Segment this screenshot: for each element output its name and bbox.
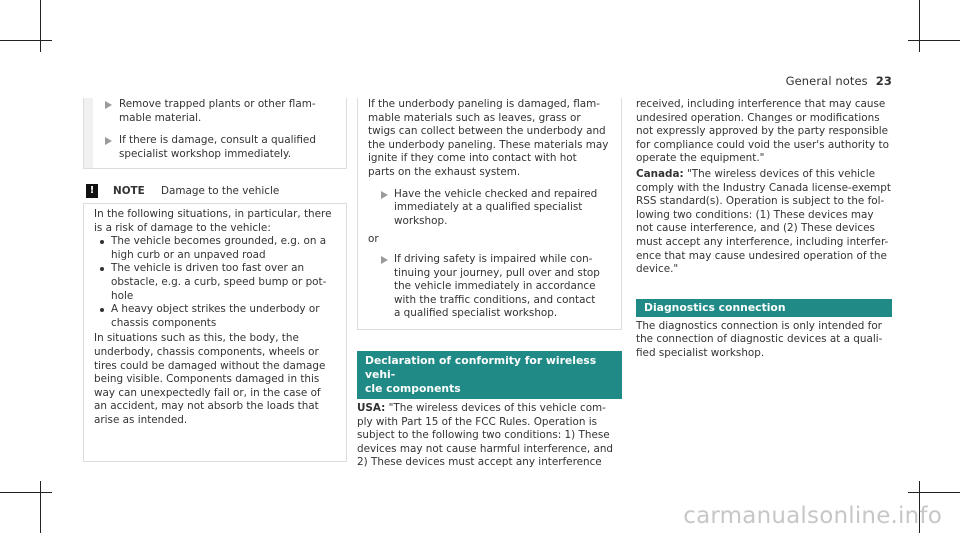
canada-label: Canada: <box>636 167 684 180</box>
arrow-icon <box>105 137 112 145</box>
arrow-icon <box>381 256 388 264</box>
note-subtitle: Damage to the vehicle <box>161 185 280 197</box>
action-step: If there is damage, consult a qualified specialist workshop immediately. <box>83 134 345 161</box>
column-1 <box>83 98 345 426</box>
note-box <box>83 181 347 462</box>
section-heading: Declaration of conformity for wireless vehi- cle components <box>357 351 622 399</box>
note-header <box>83 181 347 204</box>
section-name: General notes <box>785 74 868 88</box>
note-intro: In the following situations, in particular, there is a risk of damage to the vehicle: <box>94 208 332 234</box>
note-title: NOTE <box>113 185 145 197</box>
arrow-icon <box>105 101 112 109</box>
running-header <box>786 74 892 88</box>
list-item: A heavy object strikes the underbody or chassis components <box>94 303 346 330</box>
page-number: 23 <box>875 74 892 88</box>
action-step: Remove trapped plants or other flam- mable material. <box>83 98 345 125</box>
paragraph <box>357 402 622 470</box>
arrow-icon <box>381 191 388 199</box>
column-2 <box>357 98 622 470</box>
note-closing: In situations such as this, the body, the underbody, chassis components, wheels or tires could be damaged without the damage being visible. Components damaged in this way can unexpectedly fail or, in the case of an accident, may not absorb the loads that arise as intended. <box>94 332 326 426</box>
action-step: Have the vehicle checked and repaired immediately at a qualified specialist workshop. <box>368 188 621 229</box>
paragraph: received, including interference that may cause undesired operation. Changes or modifications not expressly approved by the party responsible for compliance could void the user's authority to operate the equipment." <box>636 98 889 165</box>
usa-label: USA: <box>357 402 386 414</box>
column-3 <box>636 98 894 361</box>
warning-icon: ! <box>86 184 98 198</box>
section-heading: Diagnostics connection <box>636 299 892 317</box>
continued-box <box>357 98 622 330</box>
list-item: The vehicle becomes grounded, e.g. on a high curb or an unpaved road <box>94 235 346 262</box>
paragraph: If the underbody paneling is damaged, flam- mable materials such as leaves, grass or twigs can collect between the underbody and the underbody paneling. These materials may ignite if they come into contact with hot parts on the exhaust system. <box>368 98 609 178</box>
list-item: The vehicle is driven too fast over an obstacle, e.g. a curb, speed bump or pot- hole <box>94 262 346 303</box>
or-label: or <box>368 233 379 246</box>
usa-text: "The wireless devices of this vehicle com- ply with Part 15 of the FCC Rules. Operation is subject to the following two conditions: 1) These devices may not cause harmful interference, and 2) These devices must accept any interference <box>357 402 614 469</box>
watermark: carmanualsonline.info <box>683 503 942 529</box>
canada-text: "The wireless devices of this vehicle comply with the Industry Canada license-exempt RSS standard(s). Operation is subject to the fol- lowing two conditions: (1) These devices may not cause interference, and (2) These devices must accept any interference, including interfer- ence that may cause undesired operation of the device." <box>636 167 891 276</box>
action-step: If driving safety is impaired while con- tinuing your journey, pull over and stop the vehicle immediately in accordance with the traffic conditions, and contact a qualified specialist workshop. <box>368 253 621 321</box>
paragraph <box>636 168 894 277</box>
paragraph: The diagnostics connection is only intended for the connection of diagnostic devices at a quali- fied specialist workshop. <box>636 319 883 359</box>
